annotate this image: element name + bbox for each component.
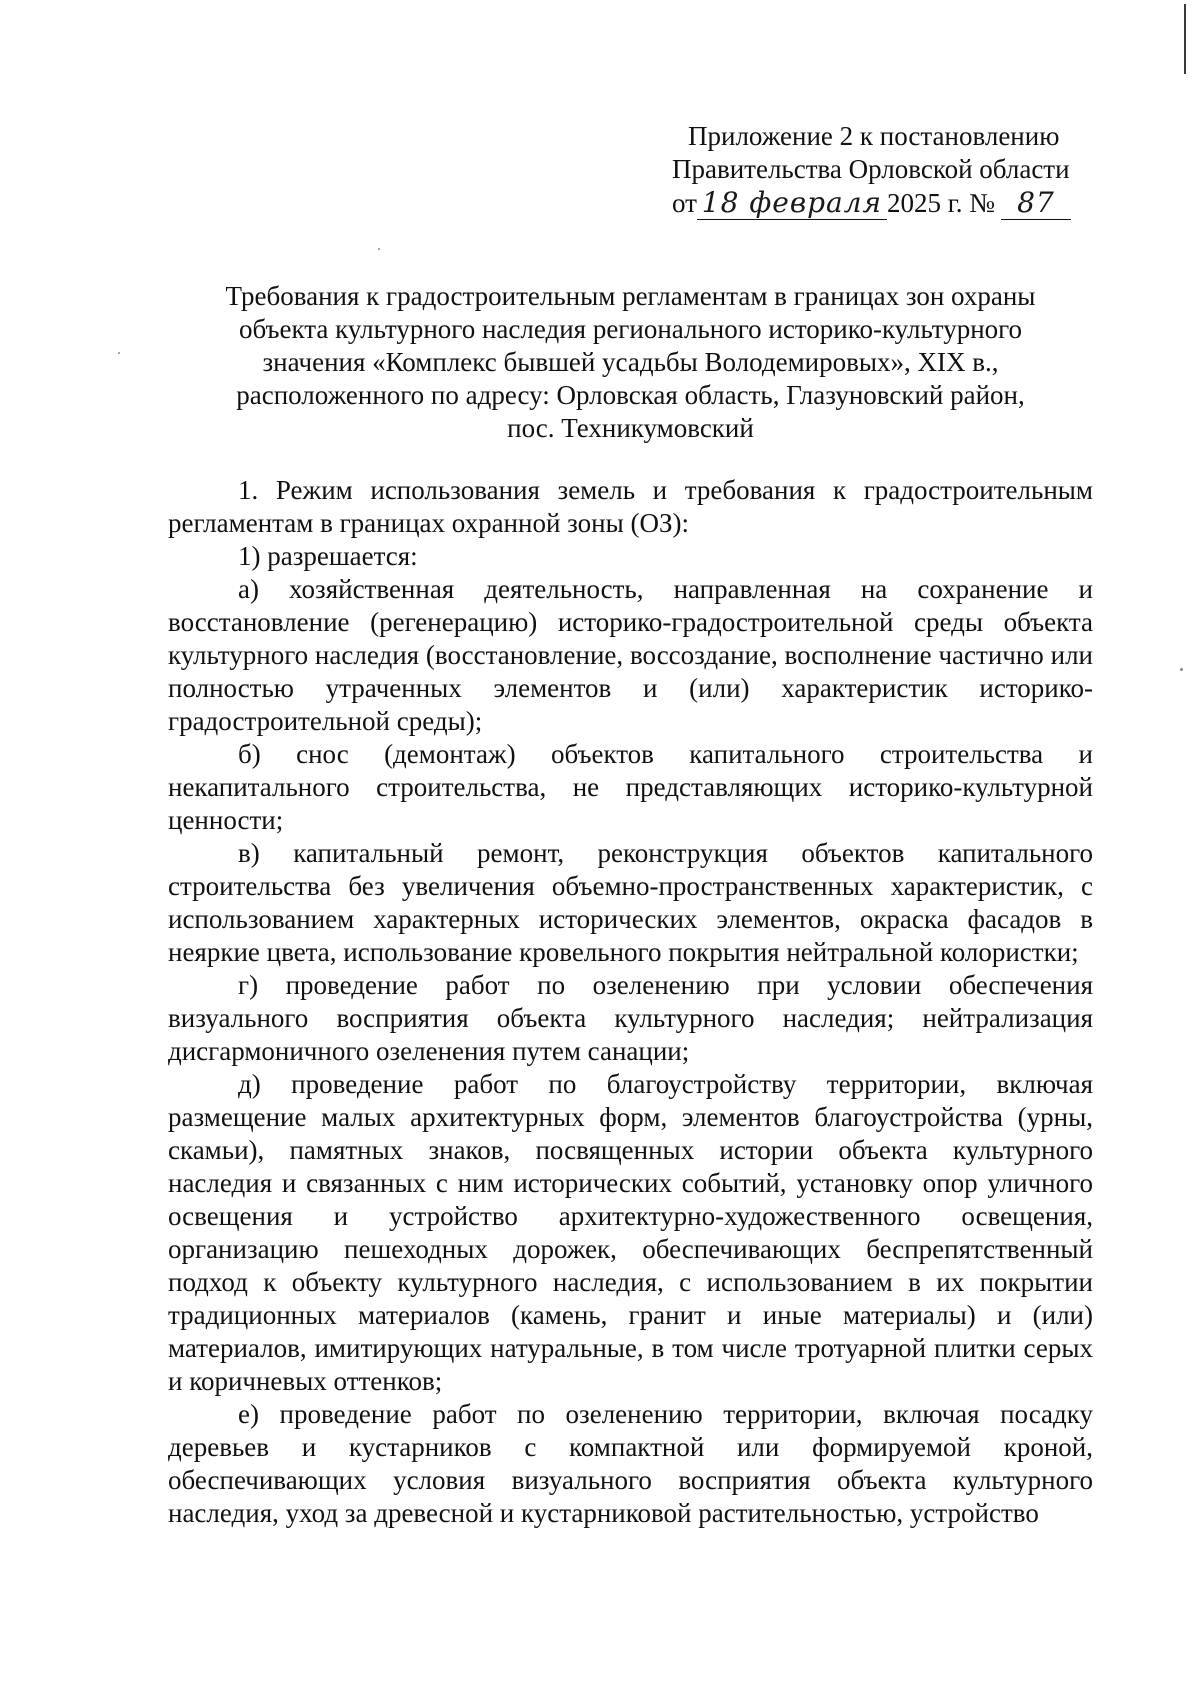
scan-speck [118,352,120,354]
title-line: расположенного по адресу: Орловская область, Глазуновский район, [236,380,1025,410]
paragraph-item-a: а) хозяйственная деятельность, направленная на сохранение и восстановление (регенерацию) историко-градостроительной среды объекта культурного наследия (восстановление, воссоздание, восполнение частично или полностью утраченных элементов и (или) характеристик историко-градостроительной среды); [168,574,1093,736]
paragraph-section-1: 1. Режим использования земель и требования к градостроительным регламентам в границах охранной зоны (ОЗ): [168,475,1093,538]
title-line: значения «Комплекс бывшей усадьбы Володемировых», XIX в., [262,347,999,377]
handwritten-date: 18 февраля [697,186,887,220]
document-title [168,280,1093,445]
scan-speck [1180,668,1183,671]
scan-speck [378,248,380,250]
handwritten-number: 87 [1001,186,1071,220]
paragraph-item-g: г) проведение работ по озеленению при условии обеспечения визуального восприятия объекта культурного наследия; нейтрализация дисгармоничного озеленения путем санации; [168,970,1093,1066]
header-year: 2025 г. № [886,188,995,218]
paragraph-item-v: в) капитальный ремонт, реконструкция объектов капитального строительства без увеличения объемно-пространственных характеристик, с использованием характерных исторических элементов, окраска фасадов в неяркие цвета, использование кровельного покрытия нейтральной колористки; [168,838,1093,967]
header-line-3 [650,186,1090,220]
header-line-2: Правительства Орловской области [672,154,1070,184]
title-line: пос. Техникумовский [507,413,754,443]
paragraph-item-d: д) проведение работ по благоустройству территории, включая размещение малых архитектурных форм, элементов благоустройства (урны, скамьи), памятных знаков, посвященных истории объекта культурного наследия и связанных с ним исторических событий, установку опор уличного освещения и устройство архитектурно-художественного освещения, организацию пешеходных дорожек, обеспечивающих беспрепятственный подход к объекту культурного наследия, с использованием в их покрытии традиционных материалов (камень, гранит и иные материалы) и (или) материалов, имитирующих натуральные, в том числе тротуарной плитки серых и коричневых оттенков; [168,1069,1093,1396]
header-prefix: от [672,188,697,218]
paragraph-item-e: е) проведение работ по озеленению территории, включая посадку деревьев и кустарников с компактной или формируемой кроной, обеспечивающих условия визуального восприятия объекта культурного наследия, уход за древесной и кустарниковой растительностью, устройство [168,1399,1093,1528]
title-line: Требования к градостроительным регламентам в границах зон охраны [225,281,1036,311]
document-body [168,474,1093,1530]
paragraph-permitted: 1) разрешается: [238,541,418,571]
title-line: объекта культурного наследия регионального историко-культурного [238,314,1023,344]
paragraph-item-b: б) снос (демонтаж) объектов капитального строительства и некапитального строительства, не представляющих историко-культурной ценности; [168,739,1093,835]
scan-edge-mark [1184,4,1186,74]
header-line-1: Приложение 2 к постановлению [688,121,1060,151]
appendix-header [650,120,1090,220]
